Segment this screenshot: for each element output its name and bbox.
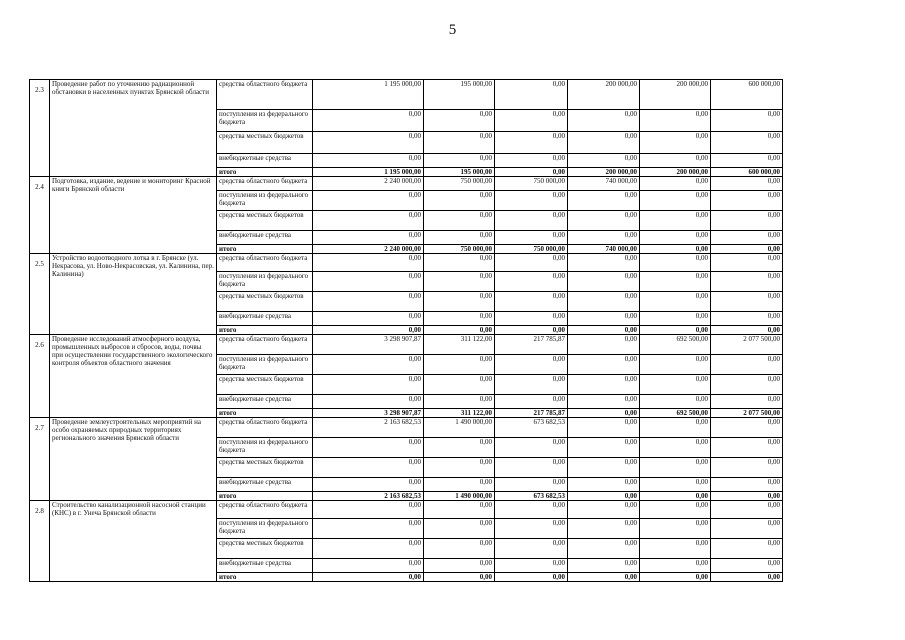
amount-cell: 0,00 (313, 458, 424, 478)
funding-source-label: средства местных бюджетов (217, 458, 313, 478)
amount-cell: 0,00 (495, 292, 568, 312)
amount-cell: 0,00 (495, 438, 568, 458)
item-name: Подготовка, издание, ведение и мониторинг Красной книги Брянской области (50, 177, 217, 254)
amount-cell: 0,00 (640, 292, 711, 312)
amount-cell: 0,00 (495, 272, 568, 292)
funding-source-label: средства местных бюджетов (217, 211, 313, 231)
amount-cell: 200 000,00 (640, 80, 711, 110)
funding-source-label: итого (217, 245, 313, 254)
amount-cell: 0,00 (711, 245, 783, 254)
amount-cell: 750 000,00 (495, 245, 568, 254)
amount-cell: 0,00 (313, 191, 424, 211)
amount-cell: 0,00 (424, 573, 495, 582)
amount-cell: 0,00 (313, 478, 424, 492)
amount-cell: 0,00 (568, 539, 640, 559)
amount-cell: 0,00 (424, 154, 495, 168)
amount-cell: 740 000,00 (568, 245, 640, 254)
amount-cell: 0,00 (568, 110, 640, 132)
amount-cell: 0,00 (424, 519, 495, 539)
funding-source-label: средства областного бюджета (217, 501, 313, 519)
amount-cell: 0,00 (313, 573, 424, 582)
amount-cell: 0,00 (711, 418, 783, 438)
amount-cell: 1 195 000,00 (313, 80, 424, 110)
amount-cell: 750 000,00 (495, 177, 568, 191)
amount-cell: 0,00 (640, 458, 711, 478)
amount-cell: 0,00 (711, 231, 783, 245)
funding-source-label: средства местных бюджетов (217, 375, 313, 395)
amount-cell: 0,00 (495, 326, 568, 335)
amount-cell: 600 000,00 (711, 168, 783, 177)
amount-cell: 0,00 (640, 272, 711, 292)
amount-cell: 673 682,53 (495, 492, 568, 501)
amount-cell: 0,00 (495, 375, 568, 395)
item-index: 2.4 (30, 177, 50, 254)
amount-cell: 0,00 (313, 501, 424, 519)
amount-cell: 0,00 (424, 375, 495, 395)
amount-cell: 0,00 (313, 355, 424, 375)
amount-cell: 0,00 (313, 539, 424, 559)
amount-cell: 0,00 (640, 132, 711, 154)
amount-cell: 0,00 (640, 211, 711, 231)
amount-cell: 0,00 (640, 245, 711, 254)
amount-cell: 0,00 (424, 559, 495, 573)
amount-cell: 0,00 (568, 292, 640, 312)
amount-cell: 200 000,00 (640, 168, 711, 177)
amount-cell: 195 000,00 (424, 168, 495, 177)
amount-cell: 750 000,00 (424, 245, 495, 254)
amount-cell: 0,00 (568, 559, 640, 573)
amount-cell: 0,00 (640, 395, 711, 409)
amount-cell: 0,00 (640, 438, 711, 458)
amount-cell: 0,00 (711, 519, 783, 539)
amount-cell: 0,00 (313, 154, 424, 168)
amount-cell: 0,00 (640, 519, 711, 539)
amount-cell: 2 240 000,00 (313, 177, 424, 191)
amount-cell: 0,00 (424, 395, 495, 409)
amount-cell: 0,00 (495, 573, 568, 582)
amount-cell: 692 500,00 (640, 409, 711, 418)
funding-source-label: внебюджетные средства (217, 478, 313, 492)
amount-cell: 0,00 (568, 409, 640, 418)
amount-cell: 0,00 (495, 191, 568, 211)
amount-cell: 195 000,00 (424, 80, 495, 110)
amount-cell: 0,00 (424, 355, 495, 375)
amount-cell: 0,00 (424, 254, 495, 272)
funding-source-label: внебюджетные средства (217, 154, 313, 168)
amount-cell: 0,00 (568, 254, 640, 272)
funding-source-label: поступления из федерального бюджета (217, 272, 313, 292)
amount-cell: 0,00 (711, 312, 783, 326)
amount-cell: 0,00 (495, 519, 568, 539)
amount-cell: 0,00 (640, 110, 711, 132)
amount-cell: 217 785,87 (495, 335, 568, 355)
amount-cell: 0,00 (313, 292, 424, 312)
amount-cell: 0,00 (313, 231, 424, 245)
amount-cell: 0,00 (568, 272, 640, 292)
amount-cell: 2 163 682,53 (313, 418, 424, 438)
amount-cell: 0,00 (711, 191, 783, 211)
amount-cell: 0,00 (711, 272, 783, 292)
amount-cell: 692 500,00 (640, 335, 711, 355)
amount-cell: 0,00 (424, 272, 495, 292)
item-index: 2.5 (30, 254, 50, 335)
amount-cell: 0,00 (640, 539, 711, 559)
amount-cell: 0,00 (640, 418, 711, 438)
amount-cell: 0,00 (640, 492, 711, 501)
amount-cell: 0,00 (568, 492, 640, 501)
funding-source-label: средства областного бюджета (217, 254, 313, 272)
amount-cell: 0,00 (495, 478, 568, 492)
funding-source-label: средства местных бюджетов (217, 539, 313, 559)
amount-cell: 0,00 (424, 211, 495, 231)
amount-cell: 0,00 (640, 154, 711, 168)
amount-cell: 0,00 (424, 292, 495, 312)
funding-source-label: средства местных бюджетов (217, 132, 313, 154)
amount-cell: 0,00 (711, 132, 783, 154)
amount-cell: 0,00 (568, 478, 640, 492)
funding-source-label: итого (217, 492, 313, 501)
amount-cell: 0,00 (424, 191, 495, 211)
amount-cell: 3 298 907,87 (313, 409, 424, 418)
funding-source-label: средства областного бюджета (217, 418, 313, 438)
funding-source-label: поступления из федерального бюджета (217, 519, 313, 539)
funding-source-label: поступления из федерального бюджета (217, 355, 313, 375)
amount-cell: 0,00 (640, 375, 711, 395)
amount-cell: 0,00 (640, 231, 711, 245)
amount-cell: 0,00 (711, 395, 783, 409)
funding-source-label: поступления из федерального бюджета (217, 110, 313, 132)
funding-source-label: итого (217, 573, 313, 582)
amount-cell: 0,00 (313, 375, 424, 395)
amount-cell: 0,00 (495, 154, 568, 168)
amount-cell: 600 000,00 (711, 80, 783, 110)
amount-cell: 0,00 (711, 177, 783, 191)
amount-cell: 0,00 (313, 559, 424, 573)
amount-cell: 0,00 (711, 110, 783, 132)
amount-cell: 0,00 (568, 458, 640, 478)
amount-cell: 2 077 500,00 (711, 335, 783, 355)
amount-cell: 0,00 (495, 539, 568, 559)
amount-cell: 0,00 (568, 132, 640, 154)
amount-cell: 0,00 (495, 231, 568, 245)
amount-cell: 0,00 (424, 326, 495, 335)
amount-cell: 0,00 (495, 355, 568, 375)
amount-cell: 0,00 (313, 110, 424, 132)
amount-cell: 750 000,00 (424, 177, 495, 191)
amount-cell: 0,00 (495, 254, 568, 272)
amount-cell: 0,00 (424, 312, 495, 326)
table-row (30, 80, 783, 110)
amount-cell: 2 077 500,00 (711, 409, 783, 418)
amount-cell: 2 240 000,00 (313, 245, 424, 254)
amount-cell: 0,00 (313, 395, 424, 409)
amount-cell: 0,00 (313, 438, 424, 458)
amount-cell: 311 122,00 (424, 335, 495, 355)
funding-source-label: итого (217, 326, 313, 335)
item-index: 2.7 (30, 418, 50, 501)
amount-cell: 0,00 (313, 254, 424, 272)
amount-cell: 0,00 (424, 539, 495, 559)
item-name: Строительство канализационной насосной станции (КНС) в г. Унеча Брянской области (50, 501, 217, 582)
amount-cell: 0,00 (495, 211, 568, 231)
amount-cell: 0,00 (568, 326, 640, 335)
amount-cell: 0,00 (568, 573, 640, 582)
item-name: Проведение работ по уточнению радиационной обстановки в населенных пунктах Брянской области (50, 80, 217, 177)
amount-cell: 0,00 (568, 335, 640, 355)
amount-cell: 0,00 (640, 177, 711, 191)
amount-cell: 0,00 (711, 492, 783, 501)
amount-cell: 0,00 (495, 501, 568, 519)
amount-cell: 0,00 (495, 458, 568, 478)
amount-cell: 3 298 907,87 (313, 335, 424, 355)
page-number: 5 (448, 22, 457, 38)
amount-cell: 0,00 (711, 326, 783, 335)
table-row (30, 254, 783, 272)
funding-source-label: средства местных бюджетов (217, 292, 313, 312)
amount-cell: 0,00 (568, 355, 640, 375)
amount-cell: 0,00 (568, 395, 640, 409)
funding-source-label: средства областного бюджета (217, 177, 313, 191)
amount-cell: 0,00 (711, 478, 783, 492)
funding-source-label: средства областного бюджета (217, 80, 313, 110)
budget-table-body (30, 80, 783, 582)
amount-cell: 0,00 (711, 211, 783, 231)
amount-cell: 0,00 (711, 375, 783, 395)
amount-cell: 1 490 000,00 (424, 492, 495, 501)
amount-cell: 0,00 (568, 191, 640, 211)
amount-cell: 673 682,53 (495, 418, 568, 438)
budget-table (29, 79, 783, 582)
amount-cell: 1 490 000,00 (424, 418, 495, 438)
amount-cell: 0,00 (711, 458, 783, 478)
table-row (30, 501, 783, 519)
amount-cell: 311 122,00 (424, 409, 495, 418)
funding-source-label: поступления из федерального бюджета (217, 191, 313, 211)
amount-cell: 1 195 000,00 (313, 168, 424, 177)
amount-cell: 0,00 (568, 211, 640, 231)
amount-cell: 0,00 (313, 519, 424, 539)
amount-cell: 0,00 (711, 501, 783, 519)
amount-cell: 0,00 (495, 395, 568, 409)
amount-cell: 0,00 (568, 519, 640, 539)
amount-cell: 0,00 (424, 478, 495, 492)
amount-cell: 0,00 (711, 539, 783, 559)
item-name: Проведение землеустроительных мероприятий на особо охраняемых природных территориях регионального значения Брянской области (50, 418, 217, 501)
amount-cell: 0,00 (640, 478, 711, 492)
amount-cell: 0,00 (313, 272, 424, 292)
funding-source-label: итого (217, 409, 313, 418)
amount-cell: 0,00 (313, 326, 424, 335)
amount-cell: 0,00 (711, 438, 783, 458)
amount-cell: 0,00 (640, 254, 711, 272)
item-name: Устройство водоотводного лотка в г. Брянске (ул. Некрасова, ул. Ново-Некрасовская, ул. Калинина, пер. Калинина) (50, 254, 217, 335)
item-index: 2.6 (30, 335, 50, 418)
amount-cell: 0,00 (711, 154, 783, 168)
amount-cell: 0,00 (711, 292, 783, 312)
table-row (30, 335, 783, 355)
amount-cell: 0,00 (313, 132, 424, 154)
amount-cell: 0,00 (424, 110, 495, 132)
amount-cell: 0,00 (568, 375, 640, 395)
item-name: Проведение исследований атмосферного воздуха, промышленных выбросов и сбросов, воды, почвы при осуществлении государственного экологического контроля объектов областного значения (50, 335, 217, 418)
amount-cell: 0,00 (568, 438, 640, 458)
amount-cell: 0,00 (495, 559, 568, 573)
funding-source-label: внебюджетные средства (217, 312, 313, 326)
amount-cell: 0,00 (568, 501, 640, 519)
funding-source-label: поступления из федерального бюджета (217, 438, 313, 458)
table-row (30, 418, 783, 438)
funding-source-label: средства областного бюджета (217, 335, 313, 355)
funding-source-label: внебюджетные средства (217, 231, 313, 245)
amount-cell: 0,00 (711, 573, 783, 582)
amount-cell: 0,00 (313, 312, 424, 326)
item-index: 2.8 (30, 501, 50, 582)
amount-cell: 0,00 (640, 501, 711, 519)
amount-cell: 0,00 (495, 110, 568, 132)
amount-cell: 0,00 (640, 326, 711, 335)
funding-source-label: внебюджетные средства (217, 395, 313, 409)
amount-cell: 0,00 (711, 254, 783, 272)
amount-cell: 0,00 (424, 458, 495, 478)
amount-cell: 0,00 (424, 132, 495, 154)
amount-cell: 0,00 (495, 80, 568, 110)
amount-cell: 0,00 (568, 154, 640, 168)
item-index: 2.3 (30, 80, 50, 177)
amount-cell: 0,00 (568, 418, 640, 438)
funding-source-label: итого (217, 168, 313, 177)
amount-cell: 0,00 (711, 559, 783, 573)
table-row (30, 177, 783, 191)
amount-cell: 0,00 (711, 355, 783, 375)
amount-cell: 200 000,00 (568, 80, 640, 110)
amount-cell: 0,00 (495, 312, 568, 326)
amount-cell: 0,00 (313, 211, 424, 231)
amount-cell: 0,00 (495, 132, 568, 154)
amount-cell: 0,00 (640, 573, 711, 582)
amount-cell: 740 000,00 (568, 177, 640, 191)
amount-cell: 0,00 (495, 168, 568, 177)
amount-cell: 0,00 (640, 559, 711, 573)
amount-cell: 0,00 (640, 355, 711, 375)
amount-cell: 0,00 (568, 231, 640, 245)
amount-cell: 0,00 (424, 501, 495, 519)
amount-cell: 0,00 (568, 312, 640, 326)
amount-cell: 0,00 (424, 438, 495, 458)
amount-cell: 2 163 682,53 (313, 492, 424, 501)
amount-cell: 217 785,87 (495, 409, 568, 418)
amount-cell: 0,00 (640, 191, 711, 211)
amount-cell: 0,00 (424, 231, 495, 245)
amount-cell: 200 000,00 (568, 168, 640, 177)
amount-cell: 0,00 (640, 312, 711, 326)
funding-source-label: внебюджетные средства (217, 559, 313, 573)
